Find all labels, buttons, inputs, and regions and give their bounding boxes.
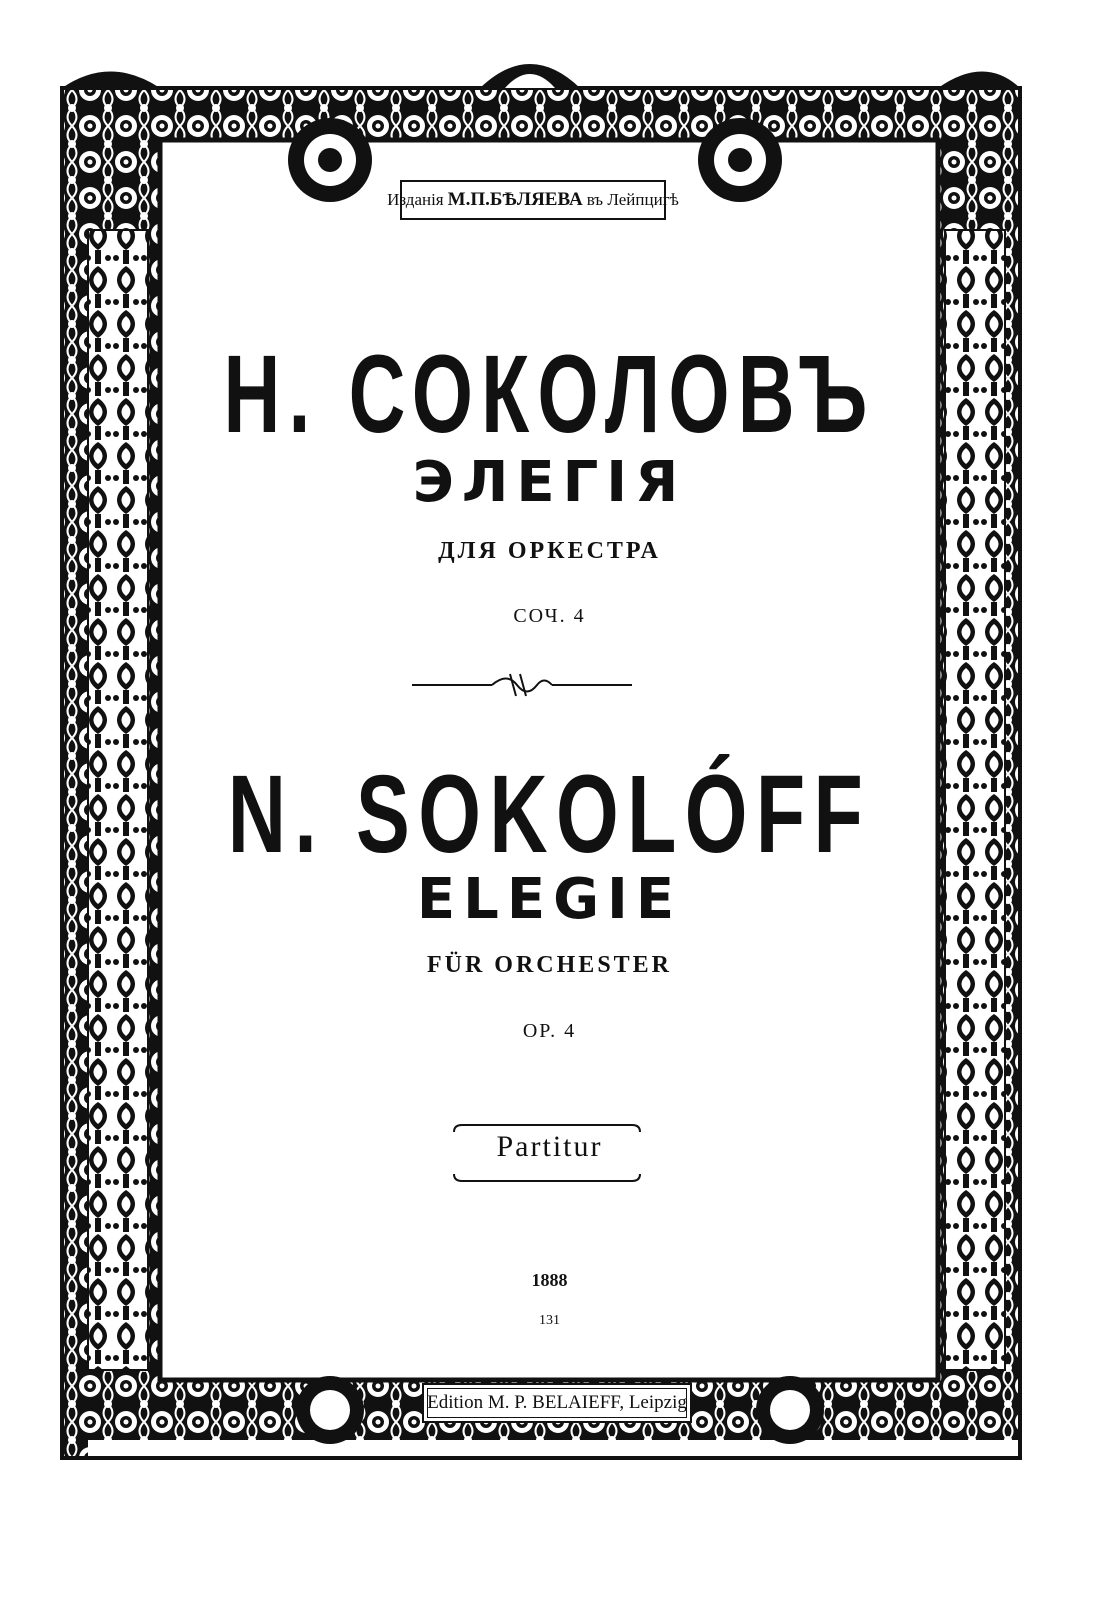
publisher-edition: Edition M. P. BELAIEFF, Leipzig: [427, 1392, 687, 1413]
publisher-prefix: Изданія: [387, 190, 444, 209]
scoring-german: FÜR ORCHESTER: [426, 952, 673, 978]
scroll-divider-icon: [412, 670, 632, 700]
bracket-bottom-icon: [452, 1172, 642, 1184]
publisher-name: М.П.БѢЛЯЕВА: [447, 189, 583, 210]
publisher-plaque-bottom: [422, 1383, 692, 1423]
opus-german: OP. 4: [522, 1020, 577, 1042]
scoring-russian: ДЛЯ ОРКЕСТРА: [438, 538, 661, 564]
publication-year: 1888: [531, 1270, 568, 1290]
publisher-plaque-top: [387, 180, 679, 220]
publisher-city: въ Лейпцигѣ: [586, 190, 679, 209]
plate-number: 131: [539, 1313, 560, 1328]
opus-russian: СОЧ. 4: [513, 605, 586, 627]
work-title-german: ELEGIE: [416, 867, 683, 932]
composer-name-german: N. SOKOLÓFF: [227, 752, 872, 876]
edition-type: Partitur: [496, 1130, 603, 1163]
work-title-russian: ЭЛЕГІЯ: [412, 450, 687, 515]
composer-name-russian: Н. СОКОЛОВЪ: [223, 332, 876, 456]
